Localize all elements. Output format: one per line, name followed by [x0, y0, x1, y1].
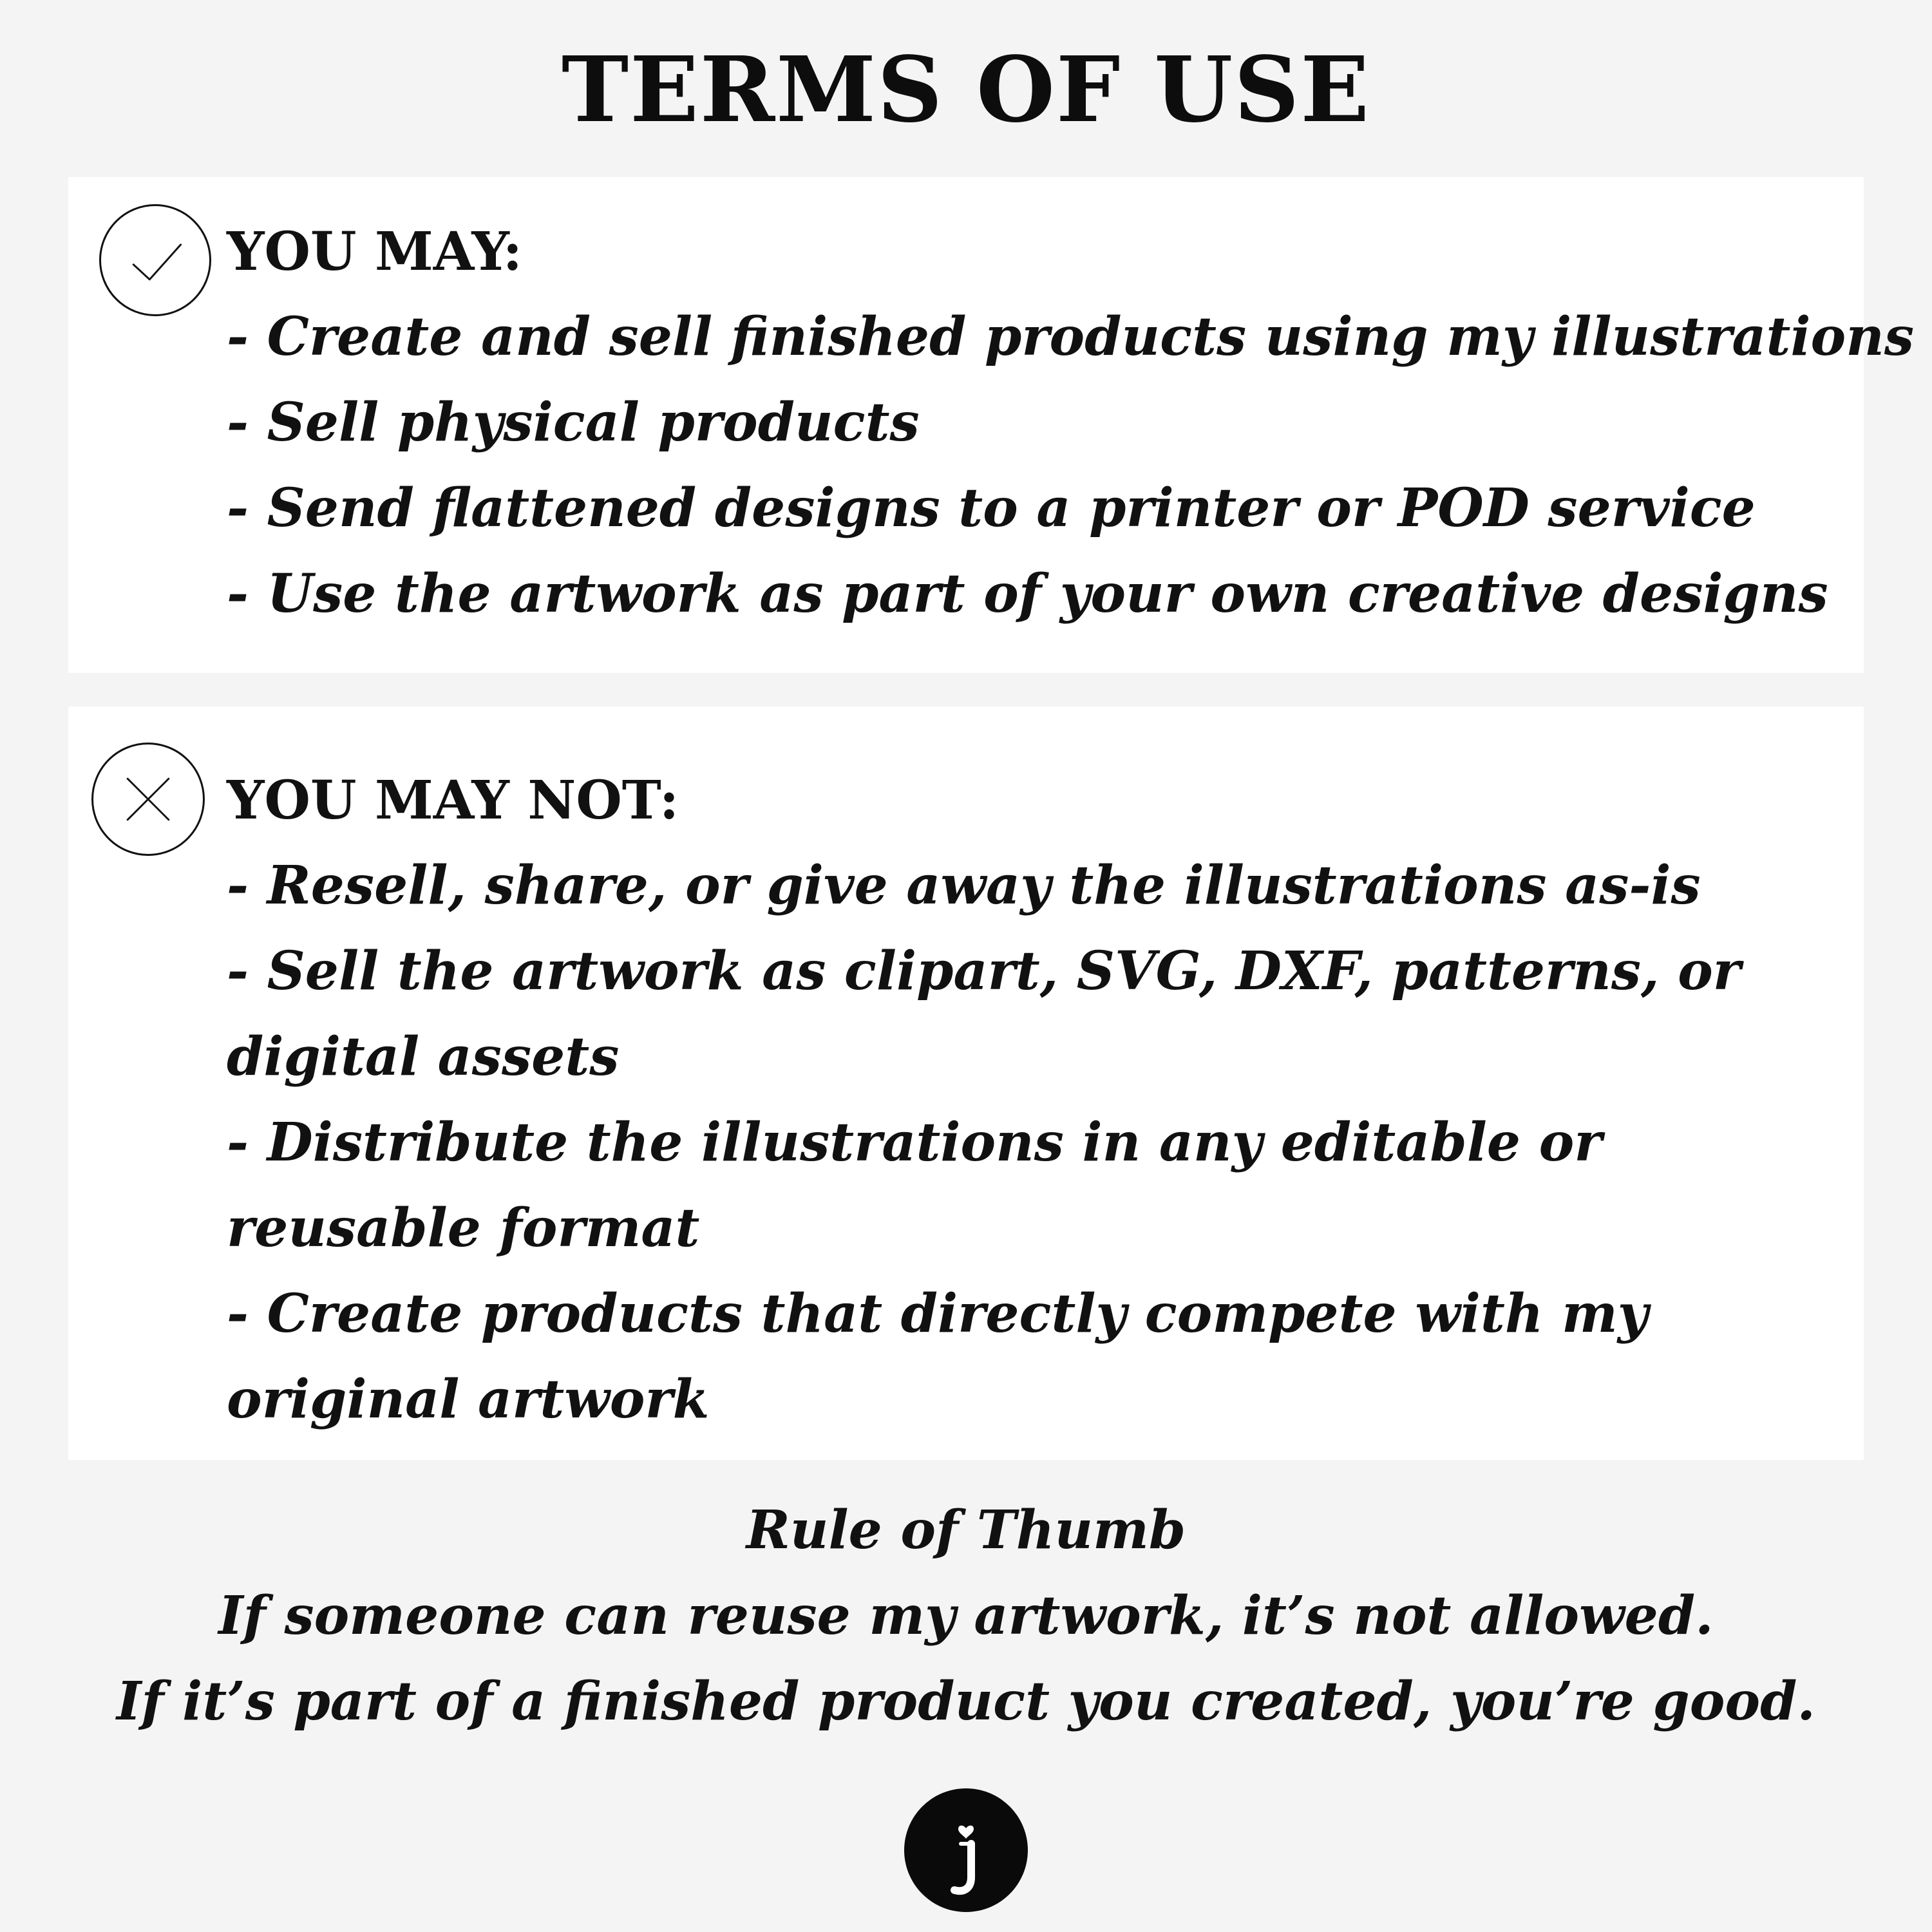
check-circle-icon — [99, 204, 211, 316]
page-title: TERMS OF USE — [561, 37, 1371, 143]
you-may-not-list — [227, 843, 1774, 1443]
you-may-panel — [68, 177, 1915, 673]
x-circle-icon — [91, 743, 205, 856]
rule-of-thumb — [0, 1488, 1932, 1745]
list-item: - Use the artwork as part of your own creative designs — [227, 563, 1828, 625]
list-item: - Sell the artwork as clipart, SVG, DXF, patterns, or digital assets — [227, 940, 1741, 1088]
rule-of-thumb-heading: Rule of Thumb — [746, 1499, 1186, 1561]
j-heart-logo-icon — [904, 1788, 1028, 1912]
rule-of-thumb-line-1: If someone can reuse my artwork, it’s not allowed. — [218, 1585, 1714, 1647]
list-item: - Send flattened designs to a printer or POD service — [227, 477, 1756, 539]
list-item: - Sell physical products — [227, 392, 920, 453]
you-may-not-heading: YOU MAY NOT: — [227, 770, 679, 831]
you-may-heading: YOU MAY: — [227, 221, 523, 283]
you-may-list — [227, 294, 1915, 637]
rule-of-thumb-line-2: If it’s part of a finished product you created, you’re good. — [117, 1671, 1815, 1732]
you-may-block — [227, 209, 1915, 637]
you-may-not-block — [227, 758, 1774, 1443]
you-may-not-panel — [68, 706, 1864, 1460]
list-item: - Create products that directly compete with my original artwork — [227, 1283, 1649, 1430]
list-item: - Resell, share, or give away the illustrations as-is — [227, 855, 1701, 916]
list-item: - Distribute the illustrations in any editable or reusable format — [227, 1112, 1602, 1259]
list-item: - Create and sell finished products using my illustrations — [227, 306, 1915, 368]
